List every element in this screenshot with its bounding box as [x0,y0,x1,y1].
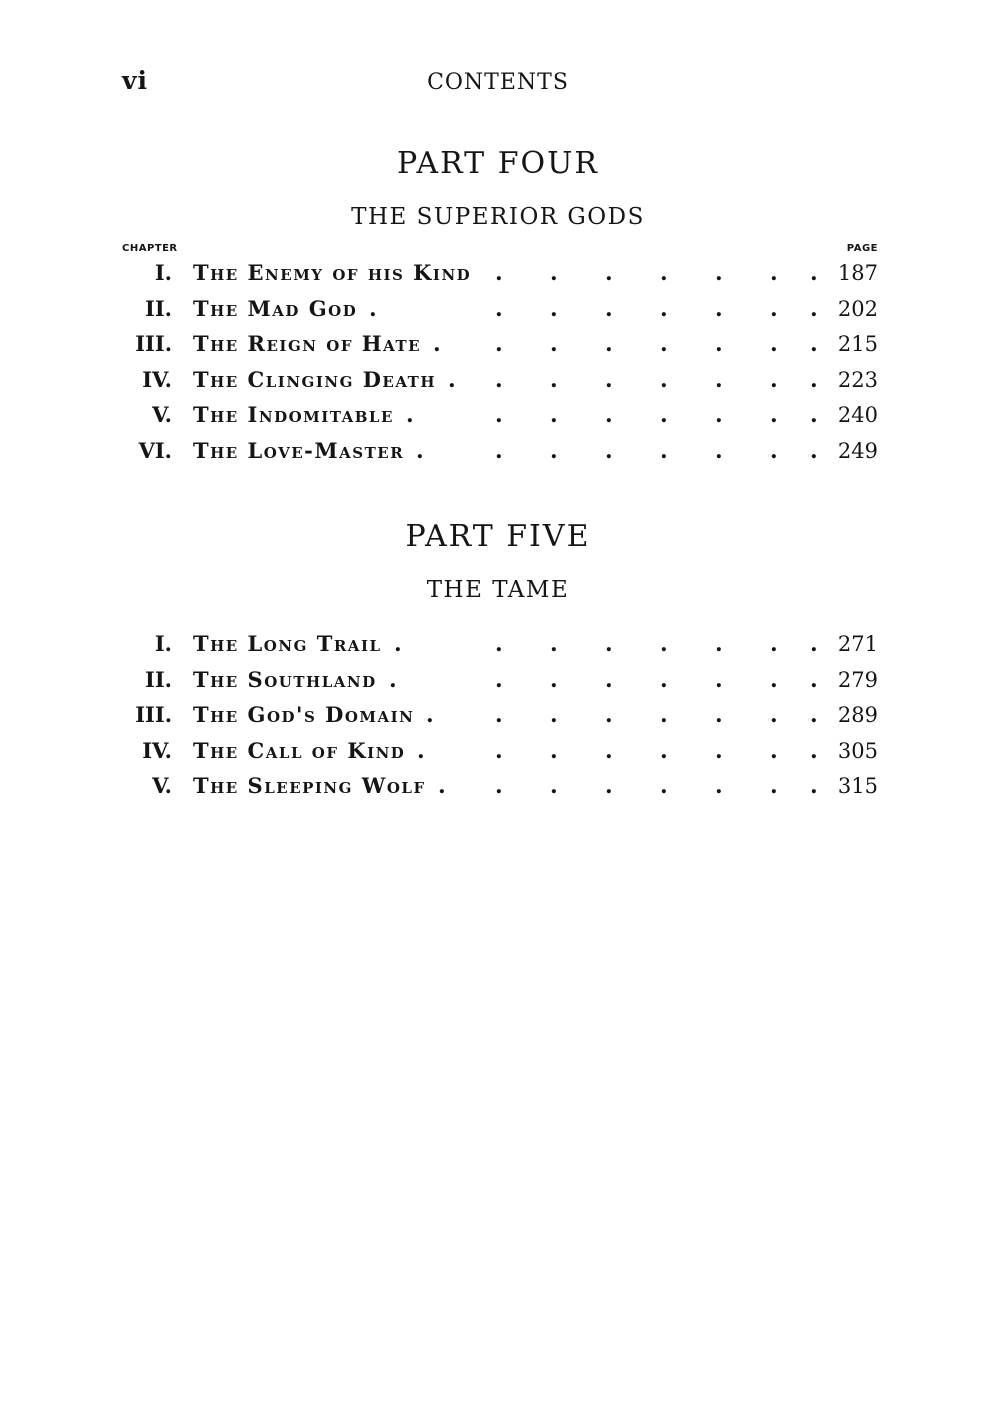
leader-dot: . [660,366,668,393]
leader-dot: . [715,366,723,393]
leader-dot: . [448,366,456,393]
leader-dot: . [770,260,778,286]
leader-dot: . [406,402,414,428]
leader-dot: . [550,295,558,322]
chapter-title: The Love-Master [193,437,405,463]
chapter-title: The Long Trail [193,631,382,656]
leader-dot: . [770,402,778,428]
leader-dot: . [605,260,613,286]
running-head: CONTENTS [427,70,569,95]
toc-row [120,629,880,665]
leader-dot: . [495,260,503,286]
leader-dot: . [770,437,778,464]
leader-dot: . [426,702,434,728]
leader-dot: . [417,737,425,764]
part-four-subtitle: THE SUPERIOR GODS [351,204,645,230]
toc-row [120,736,880,772]
leader-dot: . [550,773,558,799]
leader-dot: . [810,295,818,322]
leader-dot: . [810,631,818,657]
toc-row [120,365,880,401]
chapter-numeral: I. [154,631,172,656]
leader-dot: . [810,402,818,428]
leader-dot: . [660,295,668,322]
toc-row [120,665,880,701]
toc-row [120,329,880,365]
part-five-subtitle: THE TAME [426,577,570,603]
leader-dot: . [550,702,558,728]
leader-dot: . [605,366,613,393]
leader-dot: . [495,331,503,357]
leader-dot: . [438,773,446,799]
chapter-numeral: II. [145,666,172,692]
page-number: vi [122,66,149,95]
leader-dot: . [660,402,668,428]
leader-dot: . [495,702,503,728]
leader-dot: . [810,773,818,799]
leader-dot: . [550,666,558,693]
leader-dot: . [810,666,818,693]
leader-dot: . [605,702,613,728]
chapter-numeral: IV. [142,366,172,392]
chapter-page-number: 279 [837,667,878,692]
chapter-title: The Reign of Hate [193,331,422,356]
leader-dot: . [715,666,723,693]
leader-dot: . [715,402,723,428]
leader-dot: . [495,773,503,799]
leader-dot: . [495,402,503,428]
leader-dot: . [810,737,818,764]
leader-dot: . [715,331,723,357]
leader-dot: . [605,737,613,764]
chapter-numeral: V. [152,773,172,798]
leader-dot: . [550,737,558,764]
toc-row [120,700,880,736]
leader-dot: . [810,331,818,357]
leader-dot: . [660,331,668,357]
leader-dot: . [715,737,723,764]
chapter-numeral: II. [145,295,172,321]
leader-dot: . [660,773,668,799]
leader-dot: . [715,702,723,728]
leader-dot: . [810,702,818,728]
toc-row [120,400,880,436]
leader-dot: . [770,737,778,764]
leader-dot: . [810,366,818,393]
leader-dot: . [416,437,424,464]
leader-dot: . [715,631,723,657]
toc-list-part-four [120,258,880,471]
chapter-page-number: 223 [837,367,878,392]
toc-row [120,771,880,807]
leader-dot: . [433,331,441,357]
leader-dot: . [770,773,778,799]
leader-dot: . [495,631,503,657]
chapter-numeral: I. [154,260,172,285]
leader-dot: . [715,773,723,799]
leader-dot: . [495,366,503,393]
chapter-numeral: VI. [138,437,172,463]
leader-dot: . [605,437,613,464]
leader-dot: . [715,295,723,322]
leader-dot: . [550,260,558,286]
chapter-title: The Indomitable [193,402,394,427]
leader-dot: . [715,437,723,464]
chapter-numeral: IV. [142,737,172,763]
chapter-page-number: 202 [837,296,878,321]
leader-dot: . [660,737,668,764]
chapter-page-number: 249 [837,438,878,463]
leader-dot: . [495,737,503,764]
chapter-title: The God's Domain [193,702,415,727]
chapter-title: The Southland [193,666,377,692]
chapter-title: The Enemy of his Kind [193,260,472,285]
leader-dot: . [770,331,778,357]
leader-dot: . [660,437,668,464]
leader-dot: . [550,631,558,657]
chapter-title: The Call of Kind [193,737,406,763]
chapter-numeral: III. [135,702,172,727]
leader-dot: . [369,295,377,322]
leader-dot: . [770,631,778,657]
leader-dot: . [495,437,503,464]
leader-dot: . [394,631,402,657]
leader-dot: . [605,666,613,693]
leader-dot: . [660,260,668,286]
leader-dot: . [770,366,778,393]
chapter-column-head: CHAPTER [122,243,178,254]
leader-dot: . [605,331,613,357]
leader-dot: . [770,295,778,322]
leader-dot: . [550,366,558,393]
leader-dot: . [770,666,778,693]
chapter-page-number: 315 [837,774,878,798]
leader-dot: . [495,666,503,693]
chapter-numeral: III. [135,331,172,356]
leader-dot: . [605,402,613,428]
chapter-title: The Mad God [193,295,358,321]
leader-dot: . [660,631,668,657]
leader-dot: . [605,773,613,799]
toc-list-part-five [120,629,880,807]
chapter-page-number: 187 [837,261,878,285]
chapter-title: The Sleeping Wolf [193,773,426,798]
leader-dot: . [605,631,613,657]
leader-dot: . [389,666,397,693]
chapter-page-number: 215 [837,332,878,356]
chapter-title: The Clinging Death [193,366,436,392]
leader-dot: . [770,702,778,728]
chapter-page-number: 305 [837,738,878,763]
toc-row [120,436,880,472]
toc-row [120,258,880,294]
leader-dot: . [550,402,558,428]
chapter-page-number: 271 [837,632,878,656]
leader-dot: . [810,437,818,464]
leader-dot: . [715,260,723,286]
leader-dot: . [660,702,668,728]
leader-dot: . [550,331,558,357]
leader-dot: . [810,260,818,286]
part-four-title: PART FOUR [397,146,599,181]
leader-dot: . [550,437,558,464]
page-column-head: PAGE [846,243,878,254]
chapter-page-number: 289 [837,703,878,727]
chapter-numeral: V. [152,402,172,427]
chapter-page-number: 240 [837,403,878,427]
leader-dot: . [660,666,668,693]
leader-dot: . [495,295,503,322]
toc-row [120,294,880,330]
leader-dot: . [605,295,613,322]
part-five-title: PART FIVE [405,519,591,554]
